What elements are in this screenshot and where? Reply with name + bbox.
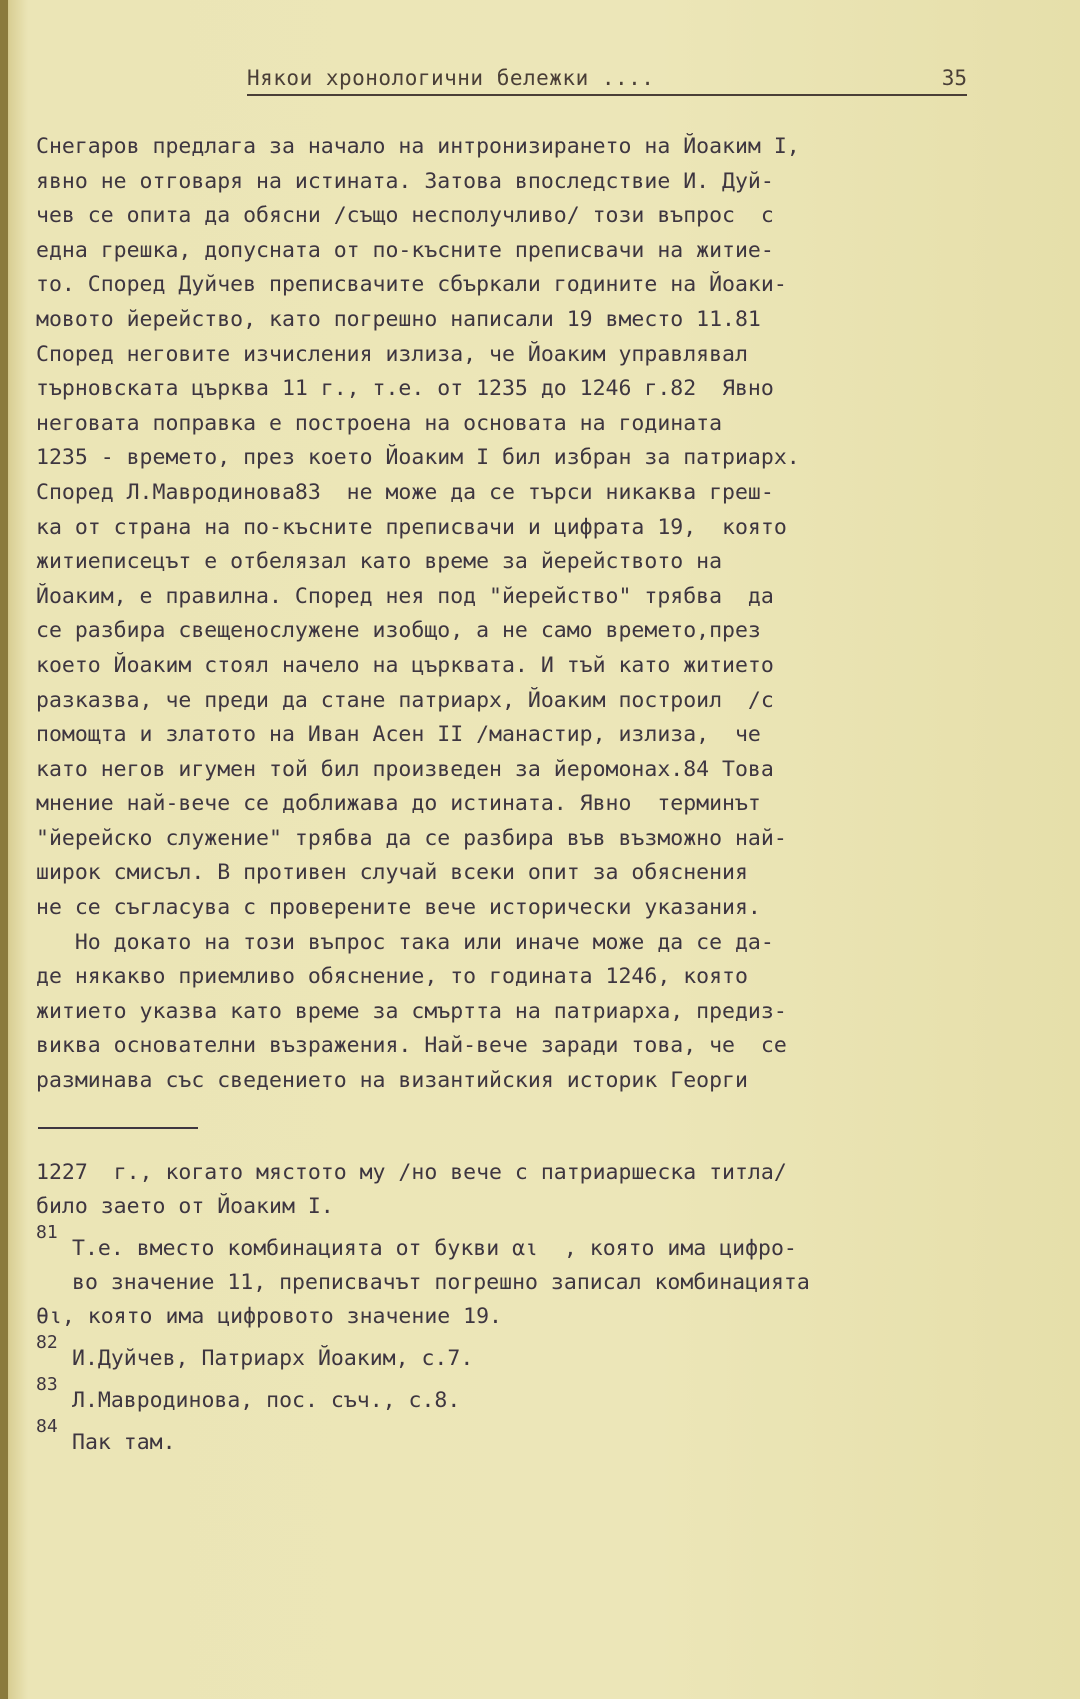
text-line: Йоаким, е правилна. Според нея под "йерейство" трябва да — [36, 583, 774, 609]
text-line: се разбира свещенослужене изобщо, а не само времето,през — [36, 618, 761, 644]
text-line: което Йоаким стоял начело на църквата. И тъй като житието — [36, 652, 774, 678]
footnote-continuation-line: било заето от Йоаким I. — [36, 1194, 334, 1219]
text-line: Според неговите изчисления излиза, че Йоаким управлявал — [36, 341, 748, 367]
footnote-continuation-line: 1227 г., когато мястото му /но вече с патриаршеска титла/ — [36, 1160, 787, 1185]
text-line: мнение най-вече се доближава до истината. Явно терминът — [36, 791, 761, 817]
running-header — [247, 62, 967, 96]
page-number: 35 — [941, 66, 967, 90]
footnote-number: 82 — [36, 1332, 58, 1353]
text-line: житието указва като време за смъртта на патриарха, предиз- — [36, 998, 787, 1024]
text-line: неговата поправка е построена на основата на годината — [36, 410, 723, 436]
footnote-84 — [36, 1416, 1006, 1460]
text-line: ка от страна на по-късните преписвачи и цифрата 19, която — [36, 514, 787, 540]
text-line: "йерейско служение" трябва да се разбира във възможно най- — [36, 825, 787, 851]
footnote-number: 84 — [36, 1416, 58, 1437]
footnote-text: Пак там. — [72, 1430, 176, 1455]
footnote-number: 81 — [36, 1222, 58, 1243]
text-line: разминава със сведението на византийския историк Георги — [36, 1068, 748, 1094]
text-line: то. Според Дуйчев преписвачите сбъркали годините на Йоаки- — [36, 272, 787, 298]
footnote-83 — [36, 1374, 1006, 1418]
text-line: 1235 - времето, през което Йоаким I бил избран за патриарх. — [36, 445, 800, 471]
text-line: Според Л.Мавродинова83 не може да се търси никаква греш- — [36, 479, 774, 505]
footnotes — [36, 1156, 1006, 1460]
footnote-separator — [38, 1127, 198, 1129]
binding-edge — [0, 0, 8, 1699]
running-title: Някои хронологични бележки .... — [247, 66, 655, 90]
text-line: широк смисъл. В противен случай всеки опит за обяснения — [36, 860, 748, 886]
text-line: виква основателни възражения. Най-вече заради това, че се — [36, 1033, 787, 1059]
text-line: чев се опита да обясни /също несполучливо/ този въпрос с — [36, 203, 774, 229]
text-line: мовото йерейство, като погрешно написали 19 вместо 11.81 — [36, 306, 761, 332]
text-line: помощта и златото на Иван Асен II /манастир, излиза, че — [36, 722, 761, 748]
text-line: явно не отговаря на истината. Затова впоследствие И. Дуй- — [36, 168, 774, 194]
text-line: като негов игумен той бил произведен за йеромонах.84 Това — [36, 756, 774, 782]
footnote-text: И.Дуйчев, Патриарх Йоаким, с.7. — [72, 1346, 474, 1371]
text-line: търновската църква 11 г., т.е. от 1235 до 1246 г.82 Явно — [36, 376, 774, 402]
text-line: не се съгласува с проверените вече исторически указания. — [36, 895, 761, 921]
footnote-number: 83 — [36, 1374, 58, 1395]
footnote-81 — [36, 1222, 1006, 1334]
text-line: една грешка, допусната от по-късните преписвачи на житие- — [36, 237, 774, 263]
footnote-text: θι, която има цифровото значение 19. — [36, 1304, 502, 1329]
footnote-text: во значение 11, преписвачът погрешно записал комбинацията — [72, 1270, 810, 1295]
footnote-82 — [36, 1332, 1006, 1376]
main-text — [36, 130, 1006, 1099]
text-line: де някакво приемливо обяснение, то годината 1246, която — [36, 964, 748, 990]
text-line: разказва, че преди да стане патриарх, Йоаким построил /с — [36, 687, 774, 713]
footnote-text: Л.Мавродинова, пос. съч., с.8. — [72, 1388, 461, 1413]
footnote-text: Т.е. вместо комбинацията от букви αι , която има цифро- — [72, 1236, 797, 1261]
text-line: Снегаров предлага за начало на интронизирането на Йоаким I, — [36, 134, 800, 159]
text-line: Но докато на този въпрос така или иначе може да се да- — [36, 929, 774, 955]
text-line: житиеписецът е отбелязал като време за йерейството на — [36, 549, 723, 575]
